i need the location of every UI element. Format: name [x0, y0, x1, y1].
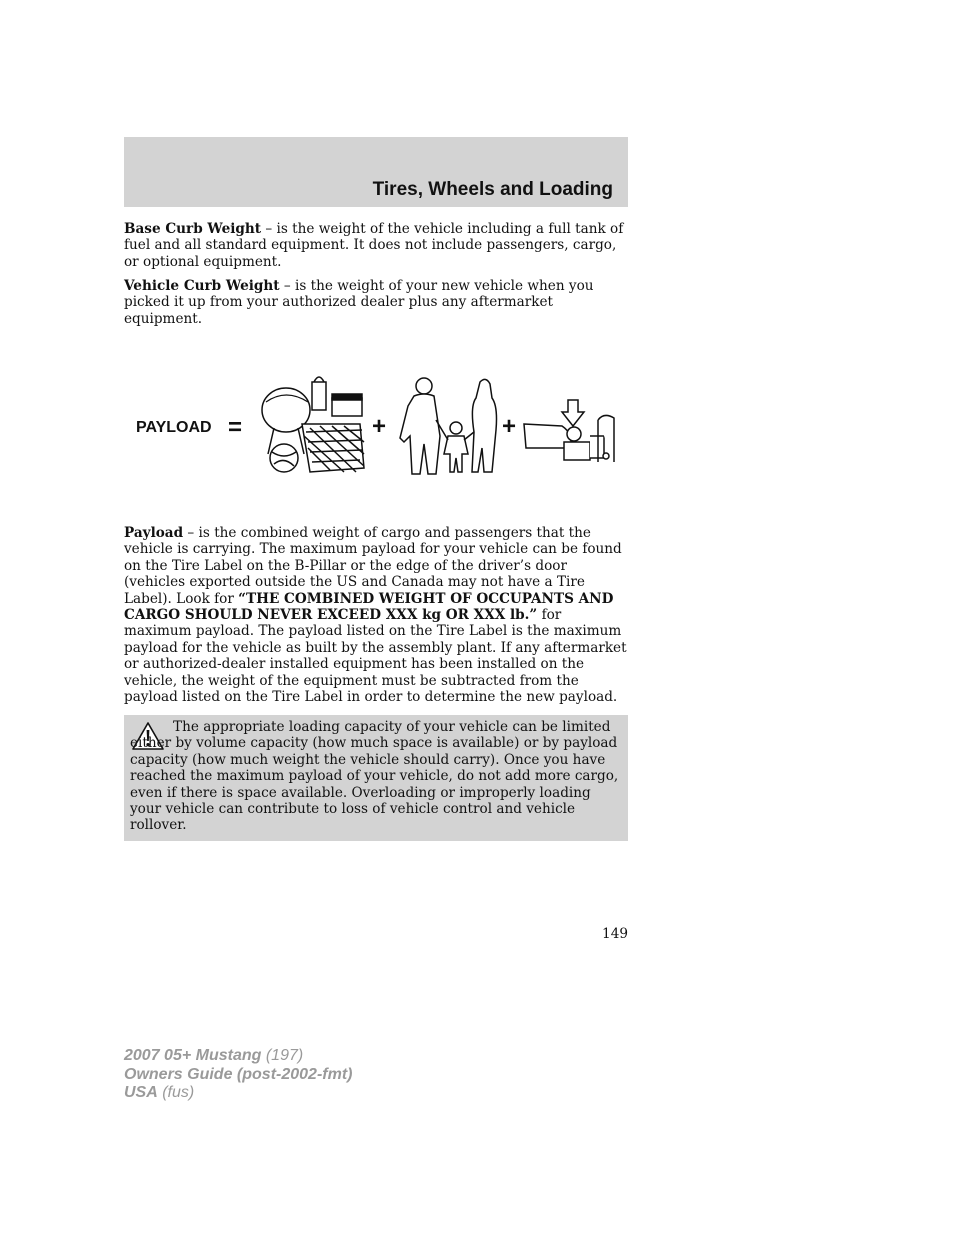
warning-box: [124, 715, 628, 841]
passengers-icon: [400, 378, 497, 474]
trailer-hitch-icon: [524, 400, 614, 462]
vehicle-curb-weight-paragraph: [124, 278, 630, 327]
payload-definition-start: – is the combined weight of cargo and passengers that the vehicle is carrying. The maximum payload for your vehicle can be found on the Tire Label on the B-Pillar or the edge of the driver’s door (vehicles exported outside the US and Canada may not have a Tire Label). Look for: [124, 525, 622, 607]
plus-sign-1: +: [372, 413, 387, 440]
page-number: 149: [602, 926, 628, 942]
document-footer: [124, 1047, 352, 1103]
equals-sign: =: [228, 414, 243, 441]
payload-term: Payload: [124, 525, 184, 541]
plus-sign-2: +: [502, 413, 517, 440]
base-curb-weight-paragraph: [124, 221, 630, 270]
payload-illustration: [124, 362, 628, 484]
section-title: Tires, Wheels and Loading: [372, 179, 613, 200]
cargo-icon: [262, 377, 364, 472]
base-curb-weight-definition: – is the weight of the vehicle including a full tank of fuel and all standard equipment. It does not include passengers, cargo, or optional equipment.: [124, 221, 624, 270]
footer-guide: Owners Guide (post-2002-fmt): [124, 1065, 353, 1083]
footer-market: USA: [124, 1084, 158, 1101]
footer-market-code: (fus): [157, 1084, 195, 1101]
payload-label-quote: “THE COMBINED WEIGHT OF OCCUPANTS AND CARGO SHOULD NEVER EXCEED XXX kg OR XXX lb.”: [124, 590, 614, 624]
footer-model: 2007 05+ Mustang: [124, 1047, 262, 1064]
section-header-band: [124, 137, 628, 207]
payload-definition-end: for maximum payload. The payload listed on the Tire Label is the maximum payload for the vehicle as built by the assembly plant. If any aftermarket or authorized-dealer installed equipment has been installed on the vehicle, the weight of the equipment must be subtracted from the payload listed on the Tire Label in order to determine the new payload.: [124, 607, 627, 706]
payload-label: PAYLOAD: [136, 419, 212, 436]
base-curb-weight-term: Base Curb Weight: [124, 221, 262, 237]
footer-model-code: (197): [261, 1047, 304, 1064]
vehicle-curb-weight-term: Vehicle Curb Weight: [124, 278, 280, 294]
payload-paragraph: [124, 525, 630, 705]
vehicle-curb-weight-definition: – is the weight of your new vehicle when you picked it up from your authorized dealer plus any aftermarket equipment.: [124, 278, 594, 327]
warning-text: The appropriate loading capacity of your vehicle can be limited either by volume capacity (how much space is available) or by payload capacity (how much weight the vehicle should carry). Once you have reached the maximum payload of your vehicle, do not add more cargo, even if there is space available. Overloading or improperly loading your vehicle can contribute to loss of vehicle control and vehicle rollover.: [130, 719, 619, 834]
